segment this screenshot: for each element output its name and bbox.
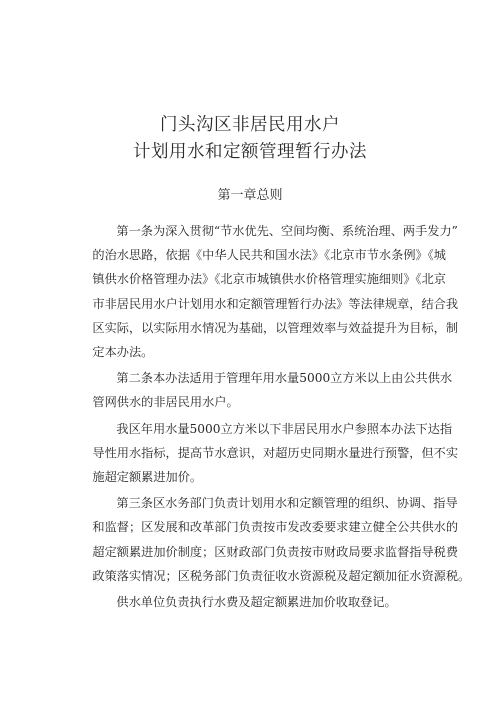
text-line: 超定额累进加价制度；区财政部门负责按市财政局要求监督指导税费 <box>92 544 459 559</box>
document-title <box>0 112 500 166</box>
article-3-paragraph <box>68 491 471 588</box>
text-line: 施超定额累进加价。 <box>92 470 203 485</box>
text-line: 我区年用水量5000立方米以下非居民用水户参照本办法下达指 <box>116 421 453 436</box>
text-line: 的治水思路，依据《中华人民共和国水法》《北京市节水条例》《城 <box>92 248 446 263</box>
text-line: 管网供水的非居民用水户。 <box>92 395 239 410</box>
article-2-paragraph <box>68 366 453 414</box>
title-line-1: 门头沟区非居民用水户 <box>160 115 340 135</box>
text-line: 区实际，以实际用水情况为基础，以管理效率与效益提升为目标，制 <box>92 320 459 335</box>
article-1-paragraph <box>68 219 459 364</box>
text-line: 和监督；区发展和改革部门负责按市发改委要求建立健全公共供水的 <box>92 520 459 535</box>
article-2-supplement-paragraph <box>68 417 459 490</box>
title-line-2: 计划用水和定额管理暂行办法 <box>133 142 367 162</box>
text-line: 政策落实情况；区税务部门负责征收水资源税及超定额加征水资源税。 <box>92 568 471 583</box>
chapter-heading: 第一章总则 <box>217 188 283 203</box>
text-line: 第二条本办法适用于管理年用水量5000立方米以上由公共供水 <box>116 371 453 386</box>
text-line: 市非居民用水户计划用水和定额管理暂行办法》等法律规章，结合我 <box>92 296 459 311</box>
text-line: 导性用水指标，提高节水意识，对超历史同期水量进行预警，但不实 <box>92 445 459 460</box>
text-line: 供水单位负责执行水费及超定额累进加价收取登记。 <box>116 595 397 610</box>
body-text <box>68 219 471 614</box>
text-line: 第三条区水务部门负责计划用水和定额管理的组织、协调、指导 <box>116 496 458 511</box>
article-3-supplement-paragraph <box>68 590 446 614</box>
text-line: 第一条为深入贯彻“节水优先、空间均衡、系统治理、两手发力” <box>116 224 458 238</box>
text-line: 定本办法。 <box>92 345 154 360</box>
text-line: 镇供水价格管理办法》《北京市城镇供水价格管理实施细则》《北京 <box>92 272 446 287</box>
